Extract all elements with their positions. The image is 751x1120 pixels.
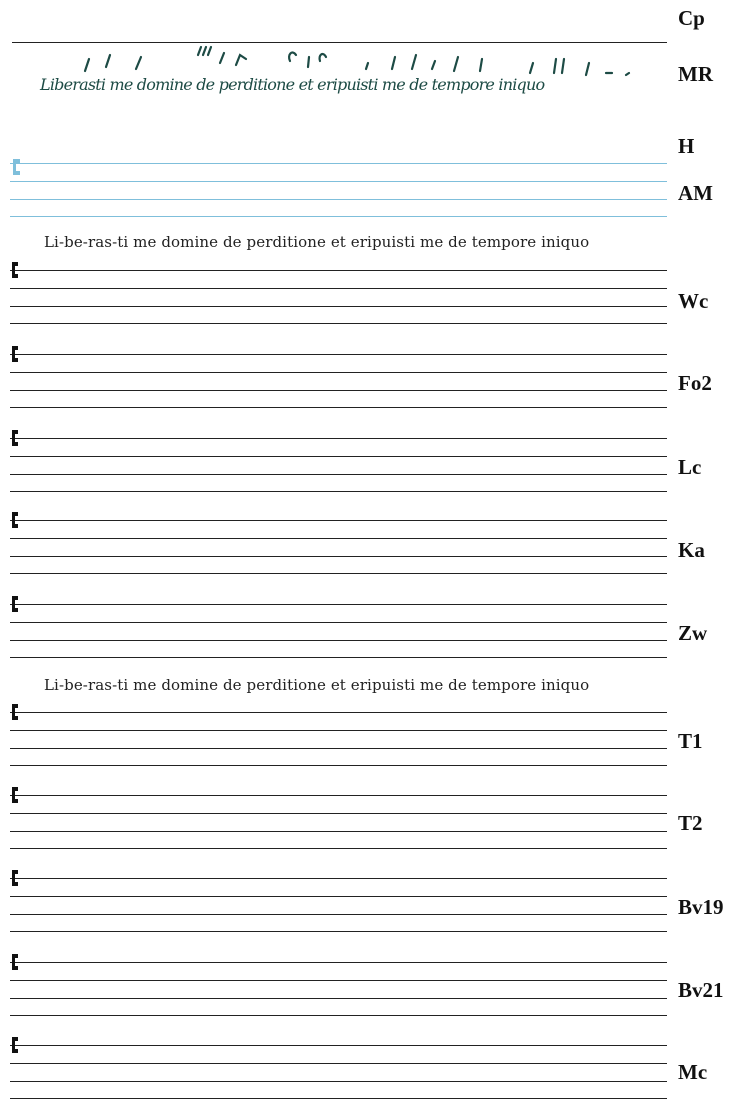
staff-mc <box>10 1045 667 1101</box>
siglum-fo2: Fo2 <box>678 371 712 395</box>
siglum-ka: Ka <box>678 538 705 562</box>
c-clef-icon <box>10 702 22 724</box>
c-clef-icon <box>10 1035 22 1057</box>
c-clef-icon <box>10 428 22 450</box>
c-clef-icon <box>10 344 22 366</box>
siglum-wc: Wc <box>678 289 709 313</box>
c-clef-icon <box>10 785 22 807</box>
siglum-zw: Zw <box>678 621 708 645</box>
c-clef-icon <box>10 594 22 616</box>
staff-fo2 <box>10 354 667 410</box>
lyric-line-2: Li-be-ras-ti me domine de perditione et eripuisti me de tempore iniquo <box>44 676 590 694</box>
manuscript-text: Liberasti me domine de perditione et eripuisti me de tempore iniquo <box>40 75 545 94</box>
c-clef-icon <box>10 868 22 890</box>
staff-zw <box>10 604 667 660</box>
manuscript-excerpt <box>40 45 670 105</box>
siglum-h: H <box>678 134 695 158</box>
staff-wc <box>10 270 667 326</box>
lyric-line-1: Li-be-ras-ti me domine de perditione et eripuisti me de tempore iniquo <box>44 233 590 251</box>
siglum-bv19: Bv19 <box>678 895 724 919</box>
staff-blue <box>10 163 667 219</box>
c-clef-icon <box>10 510 22 532</box>
siglum-t1: T1 <box>678 729 703 753</box>
header-rule <box>12 42 667 43</box>
staff-ka <box>10 520 667 576</box>
siglum-mc: Mc <box>678 1060 708 1084</box>
staff-lc <box>10 438 667 494</box>
c-clef-icon <box>10 952 22 974</box>
siglum-bv21: Bv21 <box>678 978 724 1002</box>
siglum-lc: Lc <box>678 455 702 479</box>
staff-t2 <box>10 795 667 851</box>
c-clef-icon <box>10 157 24 179</box>
siglum-t2: T2 <box>678 811 703 835</box>
siglum-mr: MR <box>678 62 713 86</box>
staff-bv19 <box>10 878 667 934</box>
siglum-cp: Cp <box>678 6 705 30</box>
staff-t1 <box>10 712 667 768</box>
c-clef-icon <box>10 260 22 282</box>
siglum-am: AM <box>678 181 713 205</box>
staff-bv21 <box>10 962 667 1018</box>
